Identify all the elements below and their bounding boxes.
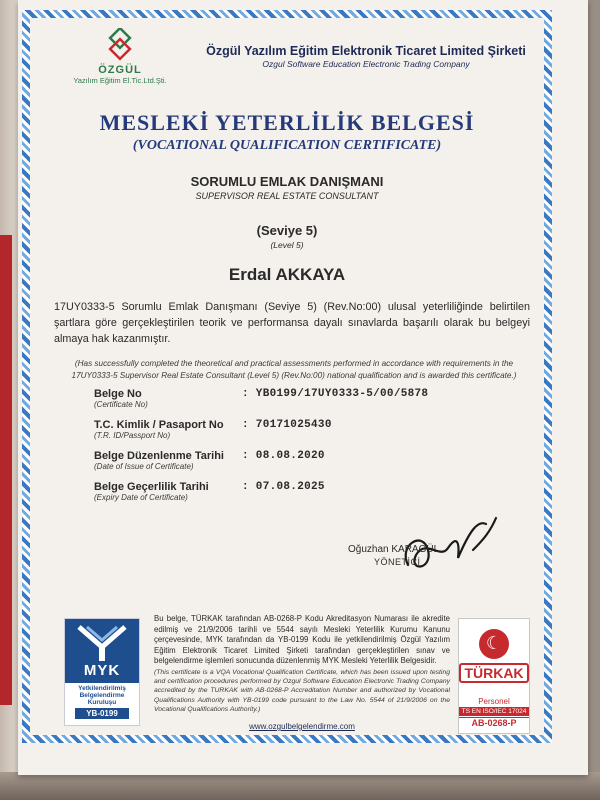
certificate-title [38,110,536,154]
statement-tr: 17UY0333-5 Sorumlu Emlak Danışmanı (Seviye 5) (Rev.No:00) ulusal yeterliliğinde belirtilen şartlara göre gerçekleştirilen teorik ve performansa dayalı sınavlarda başarılı olarak bu belgeyi almaya hak kazanmıştır. [54,301,530,345]
company-name-en: Ozgul Software Education Electronic Trading Company [262,59,470,69]
background-red-book [0,235,12,705]
level [38,223,536,250]
logo-subtitle: Yazılım Eğitim El.Tic.Ltd.Şti. [73,76,167,85]
field-value: : 07.08.2025 [242,481,325,493]
profession [38,174,536,201]
field-label: Belge Düzenlenme Tarihi [94,450,224,462]
company-header [198,44,534,69]
field-value: : 70171025430 [242,419,332,431]
field-sublabel: (Certificate No) [94,400,148,409]
certificate-content [38,22,536,734]
turkak-badge [458,618,530,734]
certificate-fields [94,388,514,512]
company-logo [70,28,170,85]
turkak-name [459,663,529,683]
background-bottom [0,772,600,800]
myk-badge [64,618,140,726]
turkak-code: AB-0268-P [459,717,529,728]
field-sublabel: (Expiry Date of Certificate) [94,493,188,502]
website-link[interactable]: www.ozgulbelgelendirme.com [249,722,355,731]
myk-code: YB-0199 [75,708,129,719]
statement-en: (Has successfully completed the theoretical and practical assessments performed in accordance with requirements in the 17UY0333-5 Supervisor Real Estate Consultant (Level 5) (Rev.No:00) national qualification and is awarded this certificate.) [71,359,517,380]
title-tr: MESLEKİ YETERLİLİK BELGESİ [99,110,475,135]
turkak-personel: Personel [478,697,510,706]
company-name-tr: Özgül Yazılım Eğitim Elektronik Ticaret Limited Şirketi [206,44,526,58]
myk-line2: Belgelendirme Kuruluşu [79,692,125,706]
level-tr: (Seviye 5) [256,223,318,238]
profession-en: SUPERVISOR REAL ESTATE CONSULTANT [195,191,379,201]
field-sublabel: (T.R. ID/Passport No) [94,431,171,440]
signer-name: Oğuzhan KARAGÜL [348,544,440,555]
field-expiry-date [94,481,514,512]
field-id-no [94,419,514,450]
legal-text-en: (This certificate is a VQA Vocational Qualification Certificate, which has been issued upon testing and certification procedures performed by Ozgul Software Education Electronic Trading Company accredited by the TURKAK with AB-0268-P Accreditation Number and authorized by Vocational Qualifications Authority with YB-0199 code pursuant to the Law No. 5544 of 21/9/2006 on the Vocational Qualifications Authority.) [154,669,450,713]
signer [348,544,439,567]
myk-text: MYK [83,662,121,679]
field-value: : YB0199/17UY0333-5/00/5878 [242,388,429,400]
turkak-crescent-icon: ☾ [479,629,509,659]
turkak-name-text: TÜRKAK [459,663,528,683]
legal-text-tr: Bu belge, TÜRKAK tarafından AB-0268-P Kodu Akreditasyon Numarası ile akredite edilmiş ve 21/9/2006 tarihli ve 5544 sayılı Mesleki Yeterlilik Kurumu Kanunu çerçevesinde, MYK tarafından da YB-0199 Kodu ile yetkilendirilmiş Özgül Yazılım Eğitim Elektronik Ticaret Limited Şirketi tarafından gerçekleştirilen sınav ve belgelendirme işlemleri sonucunda düzenlenmiş MYK Mesleki Yeterlilik Belgesidir. [154,614,450,665]
holder-name: Erdal AKKAYA [228,265,346,284]
field-certificate-no [94,388,514,419]
profession-tr: SORUMLU EMLAK DANIŞMANI [190,174,384,189]
field-issue-date [94,450,514,481]
field-label: T.C. Kimlik / Pasaport No [94,419,224,431]
turkak-standard: TS EN ISO/IEC 17024 [459,707,529,716]
field-label: Belge No [94,388,142,400]
field-value: : 08.08.2020 [242,450,325,462]
signer-title: YÖNETİCİ [374,557,421,567]
logo-name: ÖZGÜL [98,64,142,76]
title-en: (VOCATIONAL QUALIFICATION CERTIFICATE) [132,138,442,153]
ozgul-logo-icon [103,28,137,62]
field-sublabel: (Date of Issue of Certificate) [94,462,194,471]
level-en: (Level 5) [270,240,304,250]
field-label: Belge Geçerlilik Tarihi [94,481,209,493]
myk-line1: Yetkilendirilmiş [78,685,126,692]
myk-logo-icon [65,619,139,683]
